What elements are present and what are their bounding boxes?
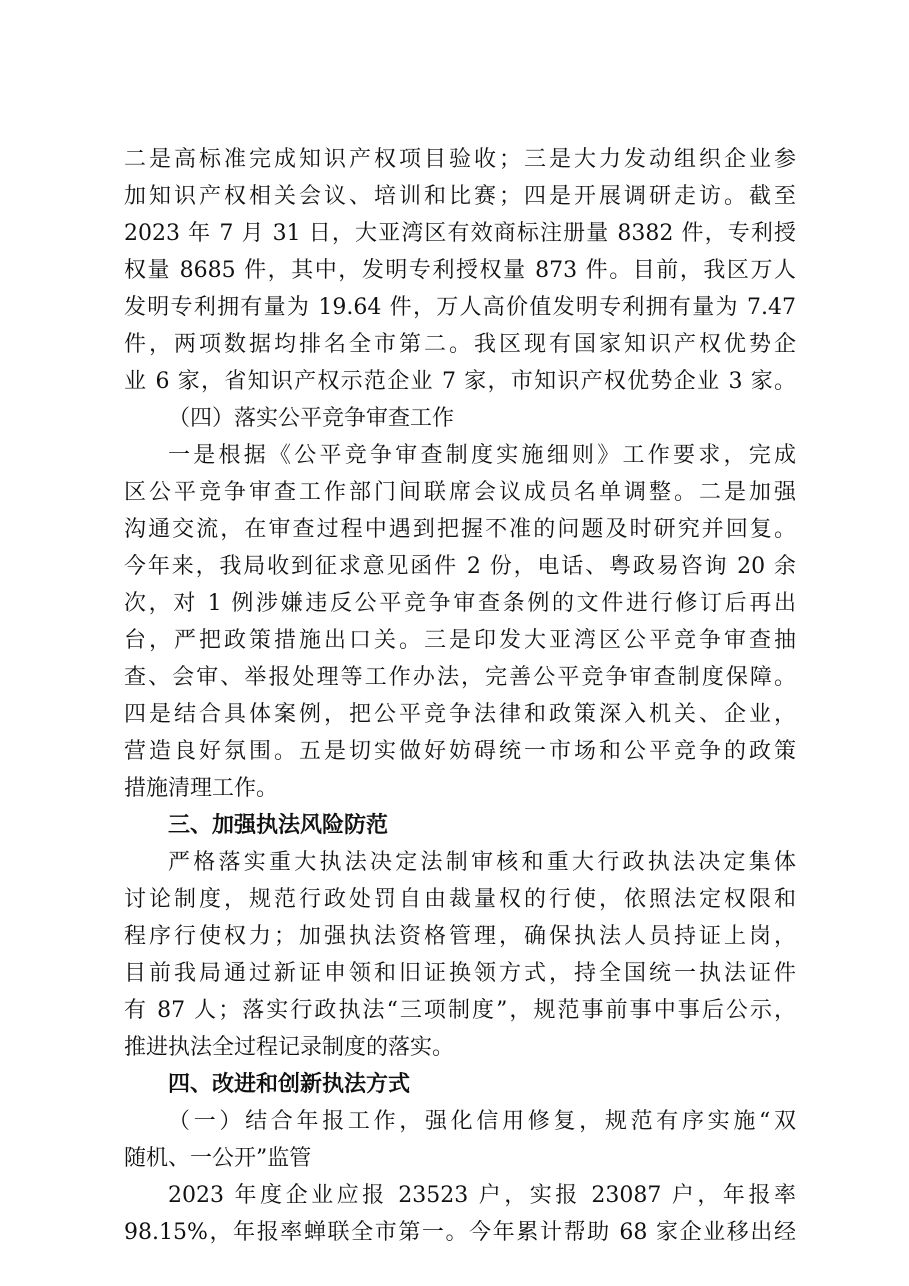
text-line: 有 87 人；落实行政执法“三项制度”，规范事前事中事后公示， xyxy=(124,998,796,1023)
text-line: 沟通交流，在审查过程中遇到把握不准的问题及时研究并回复。 xyxy=(124,517,796,542)
text-line: 四是结合具体案例，把公平竞争法律和政策深入机关、企业， xyxy=(124,702,796,727)
subsection-heading-one: （一）结合年报工作，强化信用修复，规范有序实施“双 xyxy=(168,1109,796,1134)
text-line: 查、会审、举报处理等工作办法，完善公平竞争审查制度保障。 xyxy=(124,665,796,690)
section-heading-three: 三、加强执法风险防范 xyxy=(168,813,389,838)
text-line: 二是高标准完成知识产权项目验收；三是大力发动组织企业参 xyxy=(124,147,796,172)
text-line: 目前我局通过新证申领和旧证换领方式，持全国统一执法证件 xyxy=(124,961,796,986)
text-line: 程序行使权力；加强执法资格管理，确保执法人员持证上岗， xyxy=(124,924,796,949)
text-line: 措施清理工作。 xyxy=(124,776,279,801)
section-heading-four-main: 四、改进和创新执法方式 xyxy=(168,1072,411,1097)
text-line: 发明专利拥有量为 19.64 件，万人高价值发明专利拥有量为 7.47 xyxy=(124,295,796,320)
text-line: 加知识产权相关会议、培训和比赛；四是开展调研走访。截至 xyxy=(124,184,796,209)
text-line: 权量 8685 件，其中，发明专利授权量 873 件。目前，我区万人 xyxy=(124,258,796,283)
text-line: 营造良好氛围。五是切实做好妨碍统一市场和公平竞争的政策 xyxy=(124,739,796,764)
text-line: 区公平竞争审查工作部门间联席会议成员名单调整。二是加强 xyxy=(124,480,796,505)
text-line: 严格落实重大执法决定法制审核和重大行政执法决定集体 xyxy=(168,850,796,875)
text-line: 今年来，我局收到征求意见函件 2 份，电话、粤政易咨询 20 余 xyxy=(124,554,796,579)
text-line: 2023 年度企业应报 23523 户，实报 23087 户，年报率 xyxy=(168,1183,796,1208)
text-line: 次，对 1 例涉嫌违反公平竞争审查条例的文件进行修订后再出 xyxy=(124,591,796,616)
text-line: 讨论制度，规范行政处罚自由裁量权的行使，依照法定权限和 xyxy=(124,887,796,912)
body-text xyxy=(124,141,796,1251)
section-heading-four: （四）落实公平竞争审查工作 xyxy=(168,406,455,431)
text-line: 2023 年 7 月 31 日，大亚湾区有效商标注册量 8382 件，专利授 xyxy=(124,221,796,246)
text-line: 件，两项数据均排名全市第二。我区现有国家知识产权优势企 xyxy=(124,332,796,357)
subsection-heading-one-cont: 随机、一公开”监管 xyxy=(124,1146,312,1171)
text-line: 推进执法全过程记录制度的落实。 xyxy=(124,1035,455,1060)
text-line: 一是根据《公平竞争审查制度实施细则》工作要求，完成 xyxy=(168,443,796,468)
text-line: 业 6 家，省知识产权示范企业 7 家，市知识产权优势企业 3 家。 xyxy=(124,369,796,394)
text-line: 台，严把政策措施出口关。三是印发大亚湾区公平竞争审查抽 xyxy=(124,628,796,653)
text-line: 98.15%，年报率蝉联全市第一。今年累计帮助 68 家企业移出经 xyxy=(124,1220,796,1245)
